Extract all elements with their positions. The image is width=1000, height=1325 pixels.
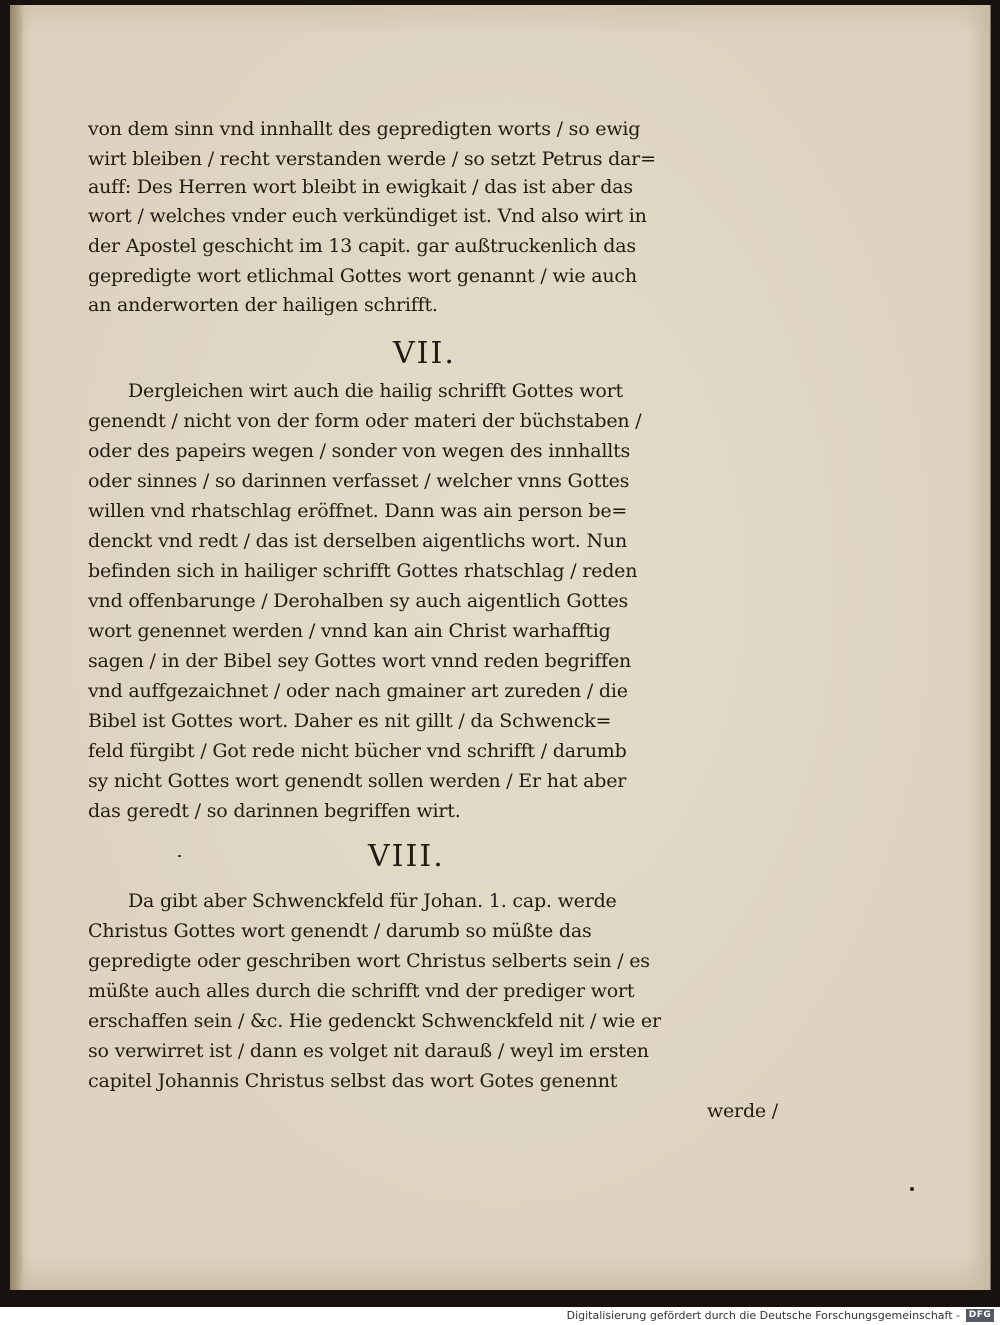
- text-line: von dem sinn vnd innhallt des gepredigten worts / so ewig: [88, 118, 641, 140]
- page-gutter-shadow: [10, 5, 24, 1290]
- text-line: Da gibt aber Schwenckfeld für Johan. 1. cap. werde: [128, 890, 617, 912]
- text-line: sagen / in der Bibel sey Gottes wort vnnd reden begriffen: [88, 650, 632, 672]
- text-line: oder des papeirs wegen / sonder von wegen des innhallts: [88, 440, 631, 462]
- text-line: oder sinnes / so darinnen verfasset / welcher vnns Gottes: [88, 470, 630, 492]
- footer-credit: Digitalisierung gefördert durch die Deutsche Forschungsgemeinschaft -: [566, 1309, 960, 1322]
- text-line: vnd offenbarunge / Derohalben sy auch aigentlich Gottes: [88, 590, 629, 612]
- text-line: feld fürgibt / Got rede nicht bücher vnd schrifft / darumb: [88, 740, 627, 762]
- text-line: wirt bleiben / recht verstanden werde / so setzt Petrus dar=: [88, 148, 656, 170]
- text-line: gepredigte oder geschriben wort Christus selberts sein / es: [88, 950, 650, 972]
- text-line: Dergleichen wirt auch die hailig schrifft Gottes wort: [128, 380, 623, 402]
- text-line: capitel Johannis Christus selbst das wort Gotes genennt: [88, 1070, 618, 1092]
- book-page: [10, 5, 991, 1290]
- text-line: müßte auch alles durch die schrifft vnd der prediger wort: [88, 980, 635, 1002]
- text-line: gepredigte wort etlichmal Gottes wort genannt / wie auch: [88, 265, 637, 287]
- text-line: wort / welches vnder euch verkündiget ist. Vnd also wirt in: [88, 205, 647, 227]
- text-line: befinden sich in hailiger schrifft Gottes rhatschlag / reden: [88, 560, 638, 582]
- text-line: genendt / nicht von der form oder materi der büchstaben /: [88, 410, 642, 432]
- text-line: wort genennet werden / vnnd kan ain Christ warhafftig: [88, 620, 611, 642]
- text-line: so verwirret ist / dann es volget nit darauß / weyl im ersten: [88, 1040, 649, 1062]
- text-line: vnd auffgezaichnet / oder nach gmainer art zureden / die: [88, 680, 628, 702]
- text-line: an anderworten der hailigen schrifft.: [88, 294, 438, 316]
- text-line: willen vnd rhatschlag eröffnet. Dann was ain person be=: [88, 500, 628, 522]
- ink-speck: [178, 855, 181, 857]
- text-line: Christus Gottes wort genendt / darumb so müßte das: [88, 920, 592, 942]
- ink-speck: [910, 1187, 914, 1191]
- section-heading-vii: VII.: [393, 336, 456, 371]
- text-line: Bibel ist Gottes wort. Daher es nit gillt / da Schwenck=: [88, 710, 612, 732]
- digitization-footer: [0, 1307, 1000, 1325]
- text-line: der Apostel geschicht im 13 capit. gar außtruckenlich das: [88, 235, 636, 257]
- text-line: auff: Des Herren wort bleibt in ewigkait / das ist aber das: [88, 176, 633, 198]
- text-line: erschaffen sein / &c. Hie gedenckt Schwenckfeld nit / wie er: [88, 1010, 661, 1032]
- catchword: werde /: [706, 1100, 778, 1122]
- section-heading-viii: VIII.: [368, 839, 445, 874]
- text-line: sy nicht Gottes wort genendt sollen werden / Er hat aber: [88, 770, 627, 792]
- text-line: das geredt / so darinnen begriffen wirt.: [88, 800, 461, 822]
- text-line: denckt vnd redt / das ist derselben aigentlichs wort. Nun: [88, 530, 627, 552]
- dfg-logo: DFG: [966, 1309, 994, 1322]
